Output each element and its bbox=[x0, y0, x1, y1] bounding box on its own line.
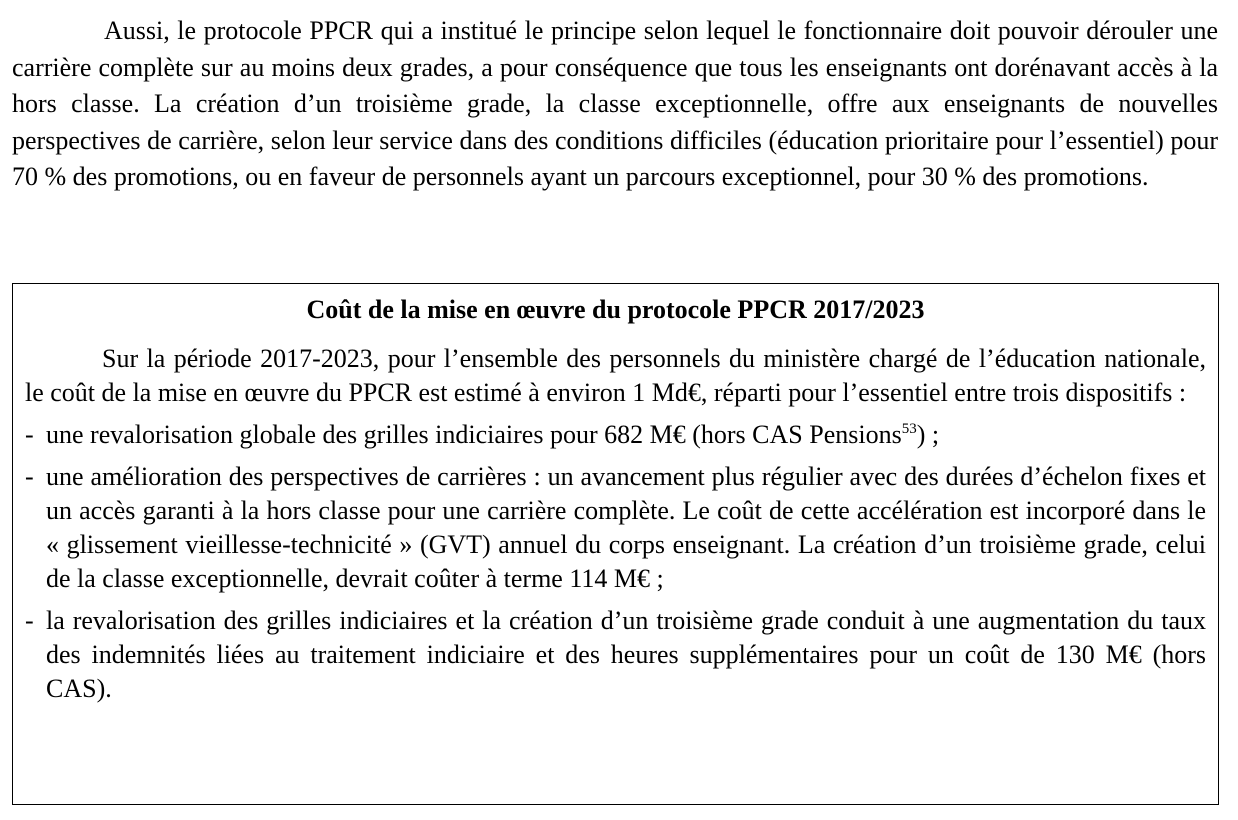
list-item bbox=[25, 418, 1206, 452]
box-paragraph: Sur la période 2017-2023, pour l’ensemble des personnels du ministère chargé de l’éducation nationale, le coût de la mise en œuvre du PPCR est estimé à environ 1 Md€, réparti pour l’essentiel entre trois dispositifs : bbox=[25, 344, 1206, 407]
list-item-text: une amélioration des perspectives de carrières : un avancement plus régulier avec des durées d’échelon fixes et un accès garanti à la hors classe pour une carrière complète. Le coût de cette accélération est incorporé dans le « glissement vieillesse-technicité » (GVT) annuel du corps enseignant. La création d’un troisième grade, celui de la classe exceptionnelle, devrait coûter à terme 114 M€ ; bbox=[46, 462, 1206, 593]
box-title: Coût de la mise en œuvre du protocole PPCR 2017/2023 bbox=[306, 295, 925, 324]
cost-box bbox=[12, 283, 1219, 805]
list-dash: - bbox=[25, 462, 34, 491]
list-item-text: la revalorisation des grilles indiciaires et la création d’un troisième grade conduit à une augmentation du taux des indemnités liées au traitement indiciaire et des heures supplémentaires pour un coût de 130 M€ (hors CAS). bbox=[46, 606, 1206, 703]
list-item-text-after: ) ; bbox=[916, 420, 940, 449]
footnote-ref: 53 bbox=[901, 421, 917, 437]
list-item-text bbox=[46, 418, 1206, 452]
list-item-text-before: une revalorisation globale des grilles indiciaires pour 682 M€ (hors CAS Pensions bbox=[46, 420, 902, 449]
list-item bbox=[25, 604, 1206, 706]
list-dash: - bbox=[25, 420, 34, 449]
box-body bbox=[25, 342, 1206, 706]
intro-paragraph: Aussi, le protocole PPCR qui a institué le principe selon lequel le fonctionnaire doit pouvoir dérouler une carrière complète sur au moins deux grades, a pour conséquence que tous les enseignants ont dorénavant accès à la hors classe. La création d’un troisième grade, la classe exceptionnelle, offre aux enseignants de nouvelles perspectives de carrière, selon leur service dans des conditions difficiles (éducation prioritaire pour l’essentiel) pour 70 % des promotions, ou en faveur de personnels ayant un parcours exceptionnel, pour 30 % des promotions. bbox=[12, 16, 1218, 192]
list-dash: - bbox=[25, 606, 34, 635]
list-item bbox=[25, 460, 1206, 596]
